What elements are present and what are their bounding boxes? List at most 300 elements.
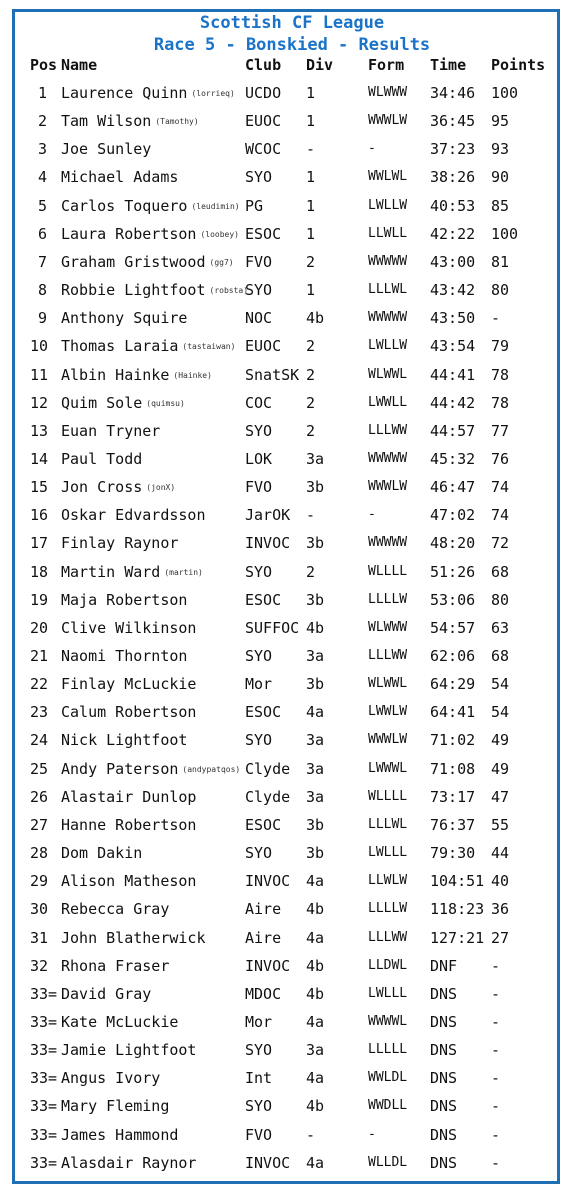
table-row — [0, 642, 584, 670]
cell-points: 78 — [491, 393, 510, 412]
runner-name: Finlay McLuckie — [61, 675, 197, 694]
cell-time: DNS — [430, 1097, 458, 1116]
cell-pos: 30 — [30, 900, 49, 919]
cell-name — [61, 1126, 178, 1144]
cell-pos: 9 — [38, 309, 48, 328]
cell-name — [61, 731, 187, 749]
cell-div: 4a — [306, 928, 325, 947]
table-row — [0, 1064, 584, 1092]
cell-pos: 16 — [30, 506, 49, 525]
runner-name: Maja Robertson — [61, 590, 188, 609]
table-row — [0, 980, 584, 1008]
cell-div: 3a — [306, 449, 325, 468]
cell-form: LLLLW — [368, 591, 408, 607]
table-row — [0, 276, 584, 304]
cell-points: - — [491, 984, 501, 1003]
cell-club: Int — [245, 1069, 273, 1088]
cell-pos: 33= — [30, 1041, 58, 1060]
cell-form: LLLLW — [368, 901, 408, 917]
table-row — [0, 361, 584, 389]
cell-time: 51:26 — [430, 562, 476, 581]
cell-form: - — [368, 507, 376, 523]
cell-name — [61, 760, 240, 779]
cell-club: SYO — [245, 421, 273, 440]
cell-time: 47:02 — [430, 506, 476, 525]
runner-name: John Blatherwick — [61, 928, 206, 947]
cell-name — [61, 366, 212, 385]
cell-points: 79 — [491, 337, 510, 356]
cell-points: 93 — [491, 140, 510, 159]
cell-name — [61, 703, 196, 721]
cell-club: Aire — [245, 900, 282, 919]
table-row — [0, 1008, 584, 1036]
cell-form: LLLLL — [368, 1042, 408, 1058]
cell-time: 43:54 — [430, 337, 476, 356]
cell-div: 1 — [306, 196, 316, 215]
header-time: Time — [430, 56, 467, 74]
cell-div: 3a — [306, 731, 325, 750]
cell-pos: 1 — [38, 84, 48, 102]
runner-name: Naomi Thornton — [61, 647, 188, 665]
table-row — [0, 586, 584, 614]
cell-form: WWWWW — [368, 310, 408, 326]
cell-club: UCDO — [245, 84, 282, 102]
table-row — [0, 698, 584, 726]
cell-pos: 6 — [38, 224, 48, 243]
cell-form: LWLLL — [368, 985, 408, 1001]
cell-form: LLDWL — [368, 957, 408, 973]
table-row — [0, 670, 584, 698]
cell-form: WWWLW — [368, 479, 408, 495]
cell-points: 68 — [491, 562, 510, 581]
table-row — [0, 811, 584, 839]
cell-div: 4b — [306, 984, 325, 1003]
cell-pos: 27 — [30, 815, 49, 834]
cell-div: 3a — [306, 759, 325, 778]
runner-nickname: (robsta) — [209, 286, 249, 296]
table-row — [0, 501, 584, 529]
runner-name: Mary Fleming — [61, 1097, 170, 1116]
cell-time: 43:50 — [430, 309, 476, 328]
cell-pos: 32 — [30, 956, 49, 975]
page-title: Scottish CF League — [199, 13, 385, 33]
cell-club: SYO — [245, 1097, 273, 1116]
cell-points: 74 — [491, 478, 510, 497]
cell-club: MDOC — [245, 984, 282, 1003]
cell-pos: 4 — [38, 168, 48, 187]
runner-name: Michael Adams — [61, 168, 179, 187]
cell-club: SYO — [245, 281, 273, 300]
cell-form: LWWLW — [368, 704, 408, 720]
cell-pos: 13 — [30, 421, 49, 440]
cell-form: WWWWW — [368, 450, 408, 466]
runner-name: Alasdair Raynor — [61, 1153, 197, 1172]
cell-name — [61, 1097, 169, 1115]
cell-club: Mor — [245, 675, 273, 694]
cell-name — [61, 957, 169, 975]
cell-club: COC — [245, 393, 273, 412]
cell-club: SYO — [245, 844, 273, 863]
cell-form: WLLLL — [368, 563, 408, 579]
cell-time: 37:23 — [430, 140, 476, 159]
cell-form: LWLLL — [368, 845, 408, 861]
table-row — [0, 107, 584, 135]
cell-form: WWWWW — [368, 535, 408, 551]
cell-name — [61, 1154, 196, 1172]
cell-points: - — [491, 1069, 501, 1088]
cell-form: WWWLW — [368, 732, 408, 748]
cell-div: 3b — [306, 534, 325, 553]
cell-name — [61, 929, 206, 947]
cell-div: 3b — [306, 675, 325, 694]
cell-club: NOC — [245, 309, 273, 328]
cell-points: - — [491, 1041, 501, 1060]
cell-points: 81 — [491, 252, 510, 271]
cell-form: LWWLL — [368, 394, 408, 410]
runner-nickname: (Hainke) — [173, 370, 212, 380]
runner-name: Albin Hainke — [61, 365, 170, 384]
cell-time: 36:45 — [430, 112, 476, 131]
cell-name — [61, 675, 196, 693]
cell-time: 79:30 — [430, 844, 476, 863]
cell-time: DNS — [430, 1125, 458, 1144]
cell-form: LWLLW — [368, 338, 408, 354]
cell-name — [61, 816, 196, 834]
cell-time: 104:51 — [430, 872, 485, 891]
runner-nickname: (gg7) — [209, 257, 234, 267]
cell-points: - — [491, 956, 501, 975]
cell-div: - — [306, 140, 316, 159]
cell-club: PG — [245, 196, 264, 215]
cell-form: LLLWL — [368, 282, 408, 298]
cell-form: WLWWW — [368, 85, 408, 100]
cell-pos: 3 — [38, 140, 48, 159]
cell-name — [61, 168, 178, 186]
cell-pos: 8 — [38, 281, 48, 300]
cell-pos: 14 — [30, 449, 49, 468]
runner-name: Graham Gristwood — [61, 252, 206, 271]
header-form: Form — [368, 56, 405, 74]
table-row — [0, 924, 584, 952]
cell-points: - — [491, 1153, 501, 1172]
cell-time: DNS — [430, 984, 458, 1003]
cell-div: 2 — [306, 421, 316, 440]
header-name: Name — [61, 56, 98, 74]
cell-form: LLWLL — [368, 225, 408, 241]
cell-form: - — [368, 141, 376, 157]
cell-club: WCOC — [245, 140, 282, 159]
runner-name: Rebecca Gray — [61, 900, 170, 919]
cell-pos: 10 — [30, 337, 49, 356]
cell-pos: 33= — [30, 1153, 58, 1172]
cell-points: - — [491, 1097, 501, 1116]
cell-time: 62:06 — [430, 647, 476, 665]
cell-div: 4a — [306, 703, 325, 722]
cell-club: EUOC — [245, 112, 282, 131]
cell-div: 3a — [306, 1041, 325, 1060]
cell-pos: 28 — [30, 844, 49, 863]
runner-name: Angus Ivory — [61, 1069, 161, 1088]
cell-pos: 29 — [30, 872, 49, 891]
cell-time: DNS — [430, 1012, 458, 1031]
cell-name — [61, 84, 235, 103]
cell-club: SYO — [245, 562, 273, 581]
cell-time: 40:53 — [430, 196, 476, 215]
cell-div: - — [306, 1125, 316, 1144]
cell-club: JarOK — [245, 506, 291, 525]
cell-div: 2 — [306, 393, 316, 412]
cell-form: WWDLL — [368, 1098, 408, 1114]
table-row — [0, 839, 584, 867]
cell-name — [61, 112, 199, 131]
table-row — [0, 1149, 584, 1177]
runner-name: Hanne Robertson — [61, 815, 197, 834]
table-row — [0, 895, 584, 923]
cell-name — [61, 422, 160, 440]
cell-points: 95 — [491, 112, 510, 131]
cell-points: 80 — [491, 590, 510, 609]
cell-points: - — [491, 309, 501, 328]
cell-time: 44:57 — [430, 421, 476, 440]
cell-points: 27 — [491, 928, 510, 947]
cell-form: LLLWL — [368, 816, 408, 832]
cell-div: 2 — [306, 562, 316, 581]
cell-time: 127:21 — [430, 928, 485, 947]
cell-points: 85 — [491, 196, 510, 215]
cell-div: 1 — [306, 281, 316, 300]
cell-pos: 24 — [30, 731, 49, 750]
cell-div: 1 — [306, 168, 316, 187]
table-row — [0, 1121, 584, 1149]
table-row — [0, 389, 584, 417]
runner-nickname: (leudimin) — [191, 201, 240, 211]
cell-pos: 2 — [38, 112, 48, 131]
cell-pos: 33= — [30, 1012, 58, 1031]
cell-name — [61, 844, 142, 862]
cell-name — [61, 506, 206, 524]
cell-points: 47 — [491, 787, 510, 806]
cell-div: 4a — [306, 872, 325, 891]
cell-name — [61, 591, 187, 609]
cell-club: Aire — [245, 928, 282, 947]
cell-club: ESOC — [245, 815, 282, 834]
table-row — [0, 417, 584, 445]
runner-nickname: (martin) — [164, 567, 203, 577]
runner-nickname: (andypatqos) — [182, 764, 241, 774]
runner-name: Anthony Squire — [61, 309, 188, 328]
cell-points: - — [491, 1012, 501, 1031]
cell-name — [61, 647, 187, 665]
cell-form: WWLDL — [368, 1070, 408, 1086]
cell-form: - — [368, 1126, 376, 1142]
table-row — [0, 445, 584, 473]
cell-name — [61, 309, 187, 327]
cell-time: 64:41 — [430, 703, 476, 722]
cell-points: 100 — [491, 224, 519, 243]
cell-points: 54 — [491, 703, 510, 722]
cell-time: 71:08 — [430, 759, 476, 778]
cell-points: 90 — [491, 168, 510, 187]
table-row — [0, 135, 584, 163]
runner-name: Alison Matheson — [61, 872, 197, 891]
cell-form: LLWLW — [368, 873, 408, 889]
cell-form: WLWWW — [368, 619, 408, 635]
header-club: Club — [245, 56, 282, 74]
cell-pos: 25 — [30, 759, 49, 778]
runner-nickname: (Tamothy) — [155, 117, 199, 127]
cell-form: LWWWL — [368, 760, 408, 776]
cell-club: INVOC — [245, 534, 291, 553]
cell-club: Clyde — [245, 787, 291, 806]
cell-time: 71:02 — [430, 731, 476, 750]
table-row — [0, 726, 584, 754]
runner-name: Andy Paterson — [61, 759, 179, 778]
cell-points: 74 — [491, 506, 510, 525]
cell-form: WLWWL — [368, 366, 408, 382]
cell-div: 4a — [306, 1153, 325, 1172]
cell-time: 53:06 — [430, 590, 476, 609]
cell-name — [61, 985, 151, 1003]
cell-club: EUOC — [245, 337, 282, 356]
cell-time: 118:23 — [430, 900, 485, 919]
cell-pos: 20 — [30, 618, 49, 637]
cell-time: DNF — [430, 956, 458, 975]
cell-points: 77 — [491, 421, 510, 440]
cell-pos: 18 — [30, 562, 49, 581]
cell-div: - — [306, 506, 316, 525]
cell-form: WWWWL — [368, 1013, 408, 1029]
table-row — [0, 248, 584, 276]
cell-div: 3b — [306, 478, 325, 497]
table-row — [0, 1036, 584, 1064]
table-row — [0, 304, 584, 332]
cell-name — [61, 337, 235, 356]
cell-points: 63 — [491, 618, 510, 637]
cell-name — [61, 253, 234, 272]
cell-form: LLLWW — [368, 929, 408, 945]
page-subtitle: Race 5 - Bonskied - Results — [153, 35, 431, 55]
cell-club: FVO — [245, 478, 273, 497]
cell-points: 49 — [491, 759, 510, 778]
cell-time: 34:46 — [430, 84, 476, 102]
cell-name — [61, 225, 239, 244]
cell-name — [61, 197, 240, 216]
runner-name: Paul Todd — [61, 449, 143, 468]
cell-club: SYO — [245, 647, 273, 665]
cell-pos: 22 — [30, 675, 49, 694]
cell-pos: 11 — [30, 365, 49, 384]
runner-nickname: (lorrieq) — [191, 89, 235, 98]
cell-name — [61, 872, 196, 890]
cell-div: 4b — [306, 309, 325, 328]
cell-club: INVOC — [245, 1153, 291, 1172]
cell-points: 36 — [491, 900, 510, 919]
runner-name: Carlos Toquero — [61, 196, 188, 215]
cell-points: 80 — [491, 281, 510, 300]
cell-points: 76 — [491, 449, 510, 468]
cell-div: 4b — [306, 956, 325, 975]
runner-name: Rhona Fraser — [61, 956, 170, 975]
cell-club: SUFFOC — [245, 618, 300, 637]
cell-points: 44 — [491, 844, 510, 863]
cell-name — [61, 478, 175, 497]
cell-points: 72 — [491, 534, 510, 553]
cell-time: DNS — [430, 1041, 458, 1060]
cell-div: 4b — [306, 618, 325, 637]
runner-name: Tam Wilson — [61, 112, 152, 131]
runner-name: Laura Robertson — [61, 224, 197, 243]
cell-pos: 33= — [30, 1125, 58, 1144]
cell-form: WWLWL — [368, 169, 408, 185]
cell-name — [61, 140, 151, 158]
cell-club: ESOC — [245, 224, 282, 243]
runner-name: Martin Ward — [61, 562, 161, 581]
runner-name: David Gray — [61, 984, 152, 1003]
cell-div: 1 — [306, 112, 316, 131]
runner-name: Joe Sunley — [61, 140, 152, 159]
runner-name: Dom Dakin — [61, 844, 143, 863]
cell-club: SYO — [245, 1041, 273, 1060]
runner-name: Jamie Lightfoot — [61, 1041, 197, 1060]
runner-name: Laurence Quinn — [61, 84, 188, 102]
runner-name: Thomas Laraia — [61, 337, 179, 356]
runner-name: Euan Tryner — [61, 421, 161, 440]
runner-name: Jon Cross — [61, 478, 143, 497]
cell-points: 100 — [491, 84, 519, 102]
runner-nickname: (loobey) — [200, 229, 239, 239]
table-row — [0, 558, 584, 586]
table-row — [0, 952, 584, 980]
cell-points: 78 — [491, 365, 510, 384]
runner-name: Kate McLuckie — [61, 1012, 179, 1031]
cell-club: SnatSK — [245, 365, 300, 384]
cell-pos: 26 — [30, 787, 49, 806]
cell-points: - — [491, 1125, 501, 1144]
cell-club: Mor — [245, 1012, 273, 1031]
runner-name: Quim Sole — [61, 393, 143, 412]
cell-club: INVOC — [245, 872, 291, 891]
cell-form: WLWWL — [368, 676, 408, 692]
cell-pos: 33= — [30, 984, 58, 1003]
header-pos: Pos — [30, 56, 58, 74]
cell-name — [61, 1041, 196, 1059]
runner-nickname: (jonX) — [146, 483, 176, 493]
cell-pos: 33= — [30, 1069, 58, 1088]
runner-nickname: (tastaiwan) — [182, 342, 236, 352]
cell-name — [61, 1069, 160, 1087]
cell-points: 49 — [491, 731, 510, 750]
cell-time: DNS — [430, 1069, 458, 1088]
runner-name: Oskar Edvardsson — [61, 506, 206, 525]
cell-time: 48:20 — [430, 534, 476, 553]
cell-name — [61, 563, 203, 582]
cell-name — [61, 281, 248, 300]
cell-pos: 5 — [38, 196, 48, 215]
cell-club: ESOC — [245, 590, 282, 609]
table-row — [0, 783, 584, 811]
runner-name: Robbie Lightfoot — [61, 281, 206, 300]
runner-name: Calum Robertson — [61, 703, 197, 722]
cell-time: 44:41 — [430, 365, 476, 384]
cell-club: FVO — [245, 252, 273, 271]
cell-club: SYO — [245, 168, 273, 187]
cell-form: LLLWW — [368, 422, 408, 438]
cell-time: 42:22 — [430, 224, 476, 243]
runner-name: Nick Lightfoot — [61, 731, 188, 750]
cell-club: LOK — [245, 449, 273, 468]
cell-div: 4a — [306, 1012, 325, 1031]
cell-pos: 15 — [30, 478, 49, 497]
